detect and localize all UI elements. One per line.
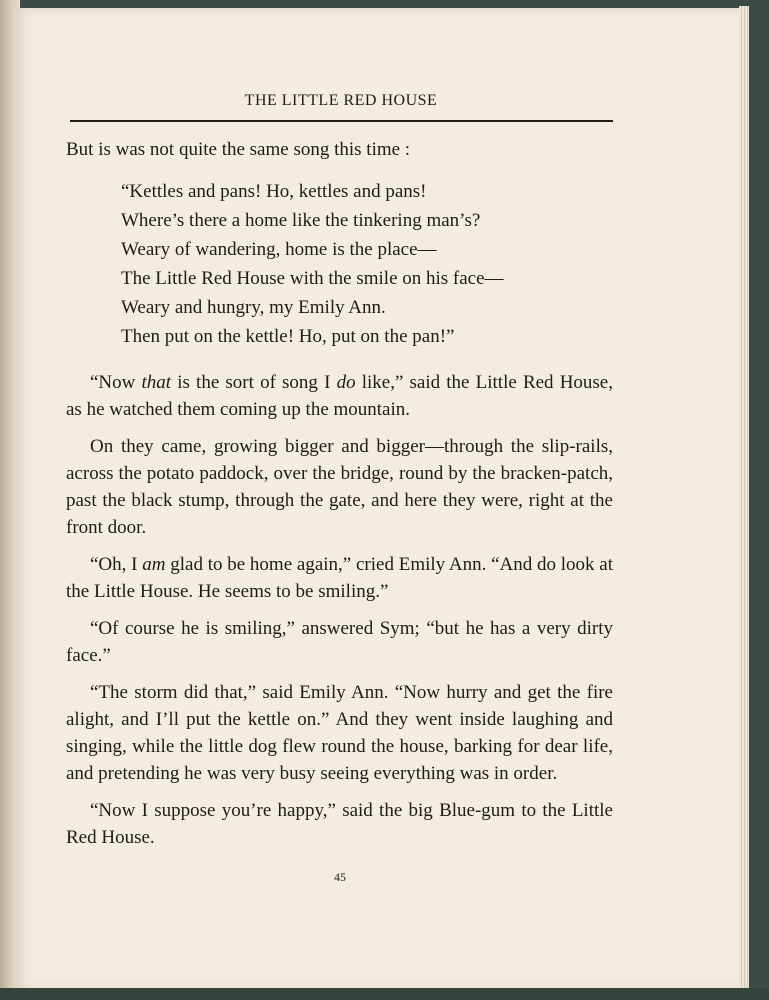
text-run: like,” said the Little Red House, as he watched them coming up the mountain. <box>66 372 613 420</box>
body-text <box>66 136 613 851</box>
emphasis: am <box>142 554 166 575</box>
verse-block <box>121 177 613 351</box>
text-run: glad to be home again,” cried Emily Ann. “And do look at the Little House. He seems to be smiling.” <box>66 554 613 602</box>
paragraph: “Now I suppose you’re happy,” said the big Blue-gum to the Little Red House. <box>66 800 613 848</box>
running-head: THE LITTLE RED HOUSE <box>244 92 438 109</box>
page-number: 45 <box>334 870 346 884</box>
verse-line: Weary of wandering, home is the place— <box>121 239 437 260</box>
header-rule <box>70 120 613 122</box>
verse-line: Where’s there a home like the tinkering man’s? <box>121 210 481 231</box>
page-edges <box>739 6 749 990</box>
paragraph: “Of course he is smiling,” answered Sym; “but he has a very dirty face.” <box>66 618 613 666</box>
verse-line: The Little Red House with the smile on his face— <box>121 268 504 289</box>
verse-line: Then put on the kettle! Ho, put on the pan!” <box>121 326 455 347</box>
text-run: is the sort of song I <box>171 372 337 393</box>
verse-line: Weary and hungry, my Emily Ann. <box>121 297 386 318</box>
text-run: “Now <box>90 372 142 393</box>
paragraph <box>66 551 613 605</box>
verse-line: “Kettles and pans! Ho, kettles and pans! <box>121 181 427 202</box>
paragraph: On they came, growing bigger and bigger—through the slip-rails, across the potato paddock, over the bridge, round by the bracken-patch, past the black stump, through the gate, and here they were, right at the front door. <box>66 436 613 538</box>
text-run: “Oh, I <box>90 554 143 575</box>
emphasis: do <box>336 372 356 393</box>
paragraph: “The storm did that,” said Emily Ann. “Now hurry and get the fire alight, and I’ll put the kettle on.” And they went inside laughing and singing, while the little dog flew round the house, barking for dear life, and pretending he was very busy seeing everything was in order. <box>66 682 613 784</box>
scan-bottom-edge <box>0 988 769 1000</box>
emphasis: that <box>141 372 172 393</box>
intro-line: But is was not quite the same song this time : <box>66 139 411 160</box>
paragraph <box>66 369 613 423</box>
